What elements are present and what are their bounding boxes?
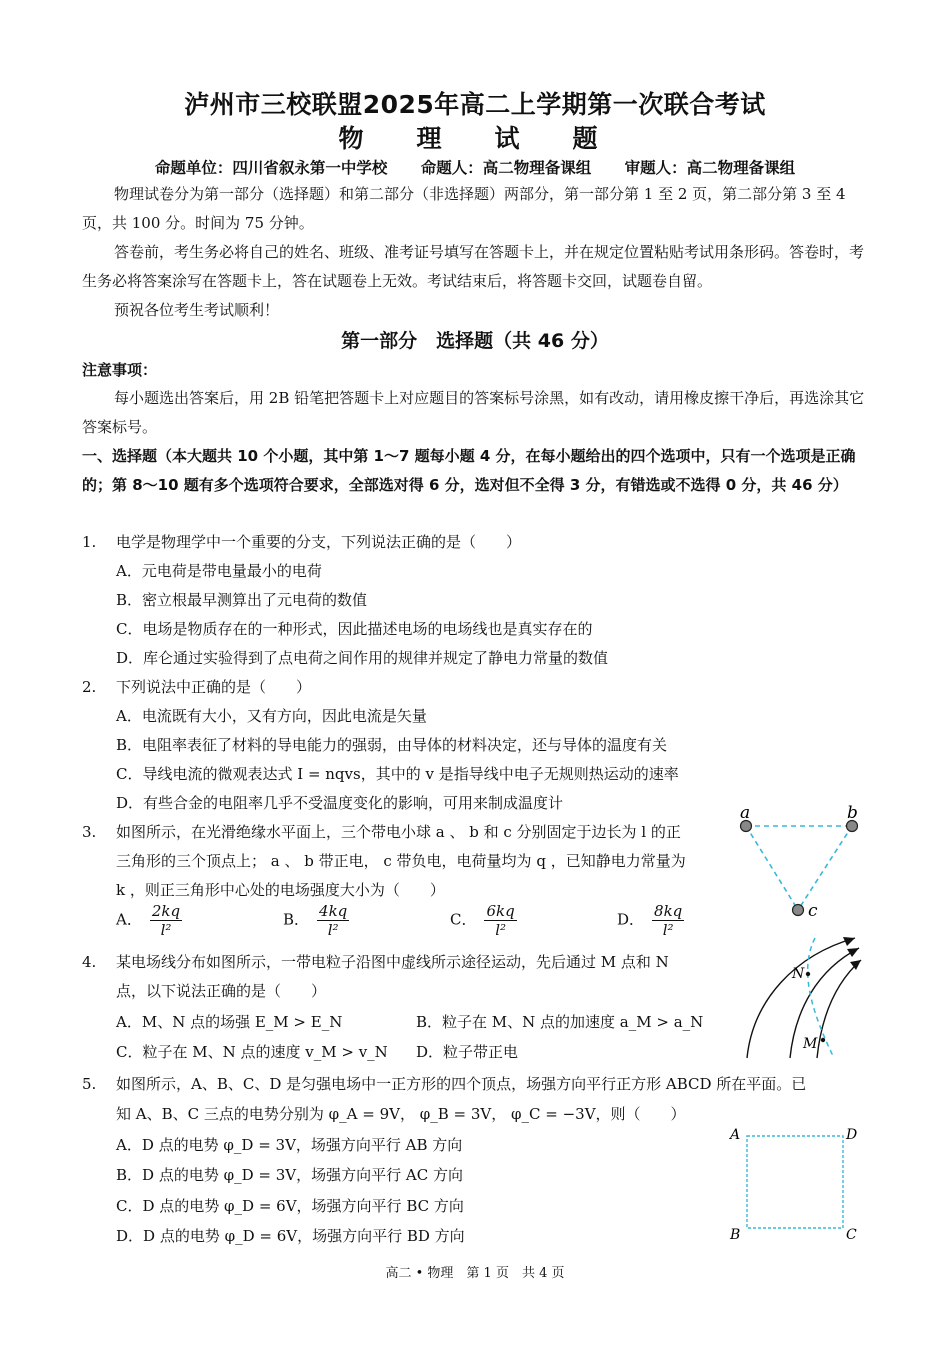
q3-stem-line-1: 如图所示，在光滑绝缘水平面上，三个带电小球 a 、 b 和 c 分别固定于边长为 l 的正 [116, 823, 681, 841]
q2-option-c: C．导线电流的微观表达式 I = nqvs，其中的 v 是指导线中电子无规则热运动的速率 [116, 765, 679, 783]
fraction [484, 902, 516, 939]
q1-option-b: B．密立根最早测算出了元电荷的数值 [116, 591, 368, 609]
label-n: N [792, 966, 805, 982]
exam-title: 泸州市三校联盟2025年高二上学期第一次联合考试 [184, 90, 766, 119]
label-c: C [846, 1227, 857, 1243]
q3-option-c [450, 902, 517, 939]
question-number: 2. [82, 678, 97, 696]
field-line-figure [735, 930, 870, 1060]
notice-text: 每小题选出答案后，用 2B 铅笔把答题卡上对应题目的答案标号涂黑，如有改动，请用橡皮擦干净后，再选涂其它答案标号。 [82, 389, 865, 436]
q1-option-a: A．元电荷是带电量最小的电荷 [116, 562, 322, 580]
arrowhead-2 [847, 948, 859, 957]
fraction-denominator: l² [160, 921, 172, 939]
option-label: C． [450, 910, 477, 929]
point-m [821, 1038, 825, 1042]
q5-stem-line-2: 知 A、B、C 三点的电势分别为 φ_A = 9V， φ_B = 3V， φ_C = −3V，则（ ） [116, 1105, 686, 1123]
point-n [806, 972, 810, 976]
question-number: 3. [82, 823, 97, 841]
part-heading: 一、选择题（本大题共 10 个小题，其中第 1～7 题每小题 4 分，在每小题给出的四个选项中，只有一个选项是正确的；第 8～10 题有多个选项符合要求，全部选对得 6 分，选对但不全得 3 分，有错选或不选得 0 分，共 46 分） [82, 447, 856, 494]
notice-label: 注意事项： [82, 361, 158, 379]
intro-paragraph-3: 预祝各位考生考试顺利！ [114, 301, 280, 319]
label-d: D [846, 1127, 858, 1143]
square-abcd [747, 1136, 843, 1228]
charge-c [793, 905, 804, 916]
page-footer: 高二 • 物理 第 1 页 共 4 页 [385, 1266, 565, 1281]
q3-option-d [617, 902, 684, 939]
question-stem: 电学是物理学中一个重要的分支，下列说法正确的是（ ） [116, 533, 522, 551]
q2-option-a: A．电流既有大小，又有方向，因此电流是矢量 [116, 707, 427, 725]
label-c: c [808, 901, 818, 921]
square-figure [725, 1120, 870, 1245]
exam-meta [0, 156, 950, 178]
triangle-side-ac [746, 826, 798, 910]
question-number: 5. [82, 1075, 97, 1093]
fraction [150, 902, 182, 939]
q3-options [116, 902, 716, 946]
label-a: a [740, 803, 751, 823]
fraction-denominator: l² [662, 921, 674, 939]
q5-option-d: D．D 点的电势 φ_D = 6V，场强方向平行 BD 方向 [116, 1227, 465, 1245]
triangle-figure [730, 800, 870, 925]
q2-option-d: D．有些合金的电阻率几乎不受温度变化的影响，可用来制成温度计 [116, 794, 564, 812]
intro-paragraph-1: 物理试卷分为第一部分（选择题）和第二部分（非选择题）两部分，第一部分第 1 至 2 页，第二部分第 3 至 4 页，共 100 分。时间为 75 分钟。 [82, 185, 846, 232]
q5-option-c: C．D 点的电势 φ_D = 6V，场强方向平行 BC 方向 [116, 1197, 464, 1215]
q5-stem-line-1: 如图所示，A、B、C、D 是匀强电场中一正方形的四个顶点，场强方向平行正方形 ABCD 所在平面。已 [116, 1075, 807, 1093]
fraction [317, 902, 349, 939]
triangle-side-bc [798, 826, 852, 910]
label-a: A [730, 1127, 741, 1143]
meta-author: 命题人：高二物理备课组 [420, 159, 592, 177]
q3-stem-line-2: 三角形的三个顶点上； a 、 b 带正电， c 带负电，电荷量均为 q ，已知静电力常量为 [116, 852, 686, 870]
question-number: 1. [82, 533, 97, 551]
meta-unit: 命题单位：四川省叙永第一中学校 [154, 159, 388, 177]
q4-option-c: C．粒子在 M、N 点的速度 v_M > v_N [116, 1043, 388, 1061]
fraction-denominator: l² [495, 921, 507, 939]
fraction-denominator: l² [327, 921, 339, 939]
q3-option-a [116, 902, 182, 939]
field-line-1 [747, 938, 855, 1058]
q4-option-b: B．粒子在 M、N 点的加速度 a_M > a_N [416, 1013, 704, 1031]
question-stem: 下列说法中正确的是（ ） [116, 678, 312, 696]
q5-option-a: A．D 点的电势 φ_D = 3V，场强方向平行 AB 方向 [116, 1136, 463, 1154]
fraction-numerator: 6kq [486, 902, 515, 920]
option-label: B． [283, 910, 310, 929]
q4-option-d: D．粒子带正电 [416, 1043, 519, 1061]
label-b: B [730, 1227, 741, 1243]
q5-option-b: B．D 点的电势 φ_D = 3V，场强方向平行 AC 方向 [116, 1166, 463, 1184]
q3-stem-line-3: k ，则正三角形中心处的电场强度大小为（ ） [116, 881, 445, 899]
meta-reviewer: 审题人：高二物理备课组 [624, 159, 796, 177]
q2-option-b: B．电阻率表征了材料的导电能力的强弱，由导体的材料决定，还与导体的温度有关 [116, 736, 668, 754]
fraction-numerator: 2kq [151, 902, 181, 920]
fraction-numerator: 8kq [654, 902, 683, 920]
subject-title: 物 理 试 题 [338, 124, 612, 153]
intro-paragraph-2: 答卷前，考生务必将自己的姓名、班级、准考证号填写在答题卡上，并在规定位置粘贴考试用条形码。答卷时，考生务必将答案涂写在答题卡上，答在试题卷上无效。考试结束后，将答题卡交回，试题卷自留。 [82, 243, 865, 290]
fraction-numerator: 4kq [319, 902, 348, 920]
fraction [652, 902, 684, 939]
q1-option-c: C．电场是物质存在的一种形式，因此描述电场的电场线也是真实存在的 [116, 620, 593, 638]
q1-option-d: D．库仑通过实验得到了点电荷之间作用的规律并规定了静电力常量的数值 [116, 649, 609, 667]
option-label: A． [116, 910, 142, 929]
option-label: D． [617, 910, 645, 929]
q4-stem-line-2: 点，以下说法正确的是（ ） [116, 982, 327, 1000]
section-title: 第一部分 选择题（共 46 分） [341, 330, 609, 352]
q4-option-a: A．M、N 点的场强 E_M > E_N [116, 1013, 343, 1031]
q3-option-b [283, 902, 349, 939]
label-b: b [847, 803, 858, 823]
label-m: M [803, 1036, 818, 1052]
question-number: 4. [82, 953, 97, 971]
q4-stem-line-1: 某电场线分布如图所示，一带电粒子沿图中虚线所示途径运动，先后通过 M 点和 N [116, 953, 669, 971]
